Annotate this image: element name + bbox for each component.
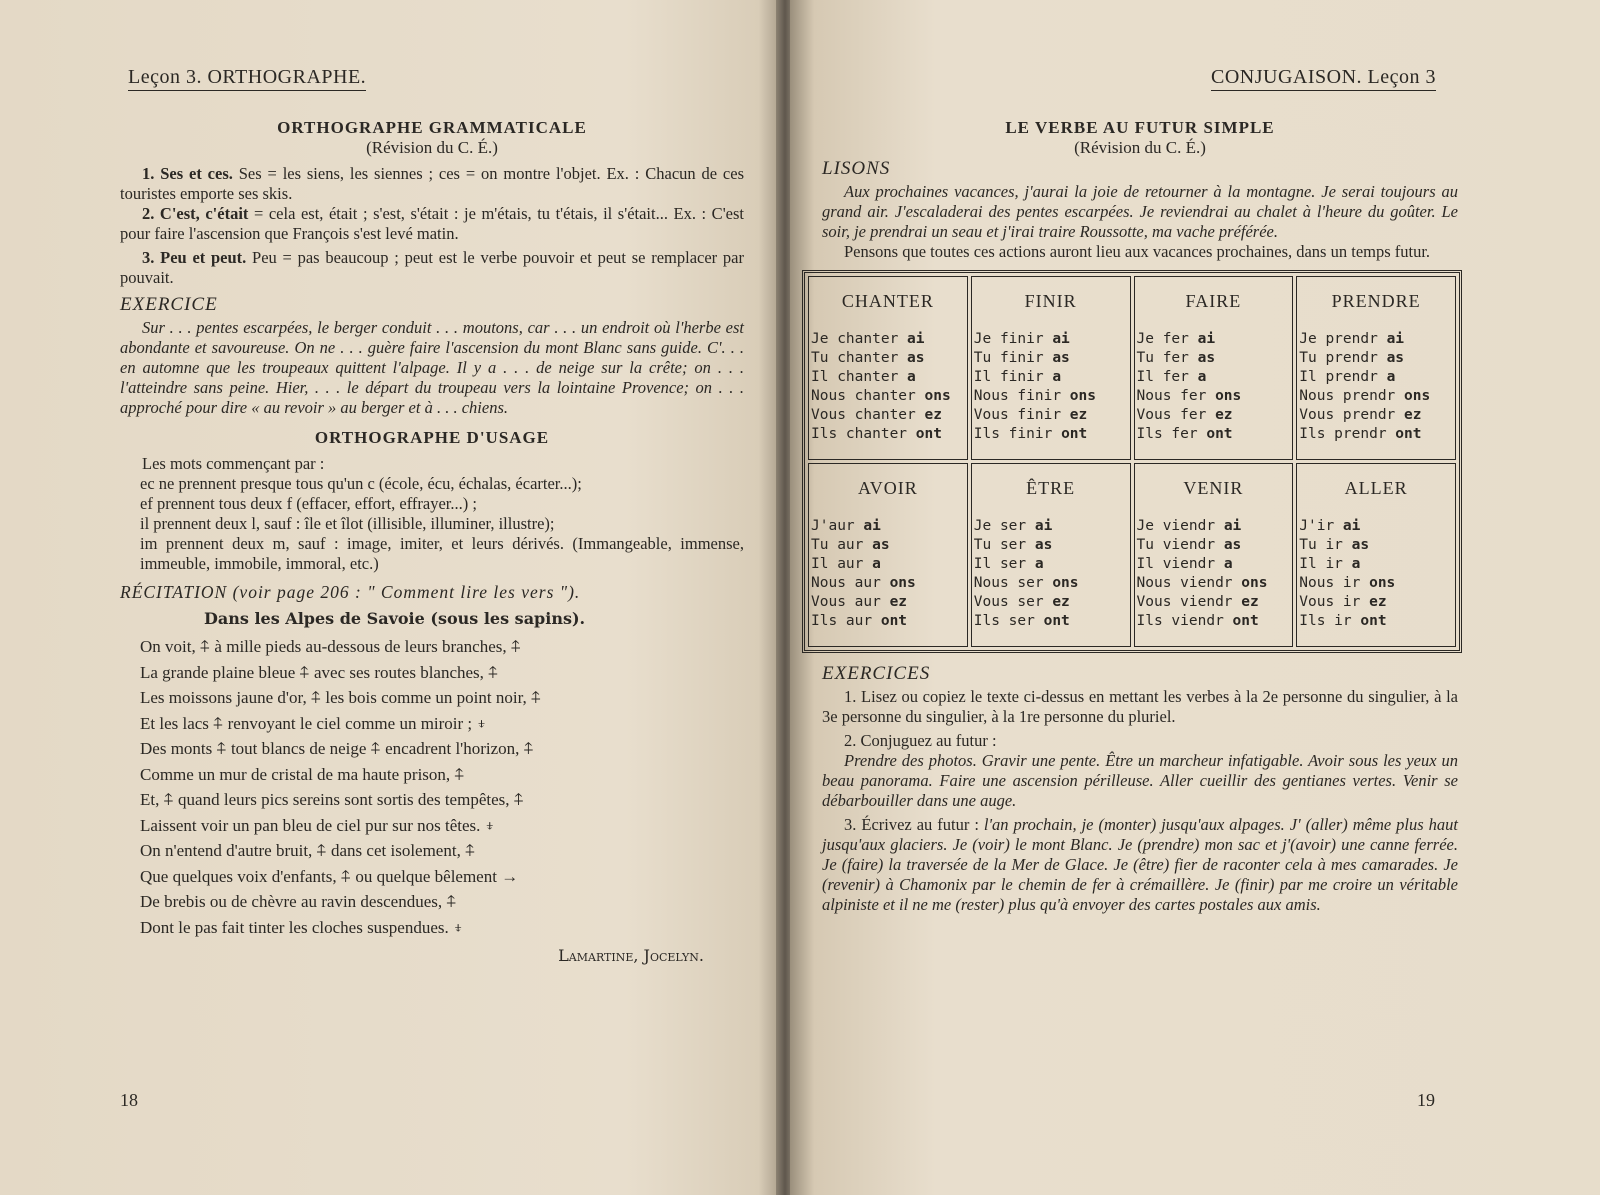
poem-line: On n'entend d'autre bruit, ⍏ dans cet isolement, ⍏ xyxy=(140,841,476,860)
poem-line: Comme un mur de cristal de ma haute prison, ⍏ xyxy=(140,764,465,784)
conjugation-row xyxy=(1135,555,1293,574)
conjugation-ending: ont xyxy=(1360,613,1387,629)
conjugation-stem: Vous finir xyxy=(973,407,1070,423)
conjugation-stem: Il ir xyxy=(1299,556,1352,572)
conjugation-stem: Je viendr xyxy=(1136,518,1224,534)
conjugation-row xyxy=(809,406,967,425)
conjugation-ending: a xyxy=(872,556,881,572)
conjugation-row xyxy=(972,517,1130,536)
poem-line: Des monts ⍏ tout blancs de neige ⍏ encadrent l'horizon, ⍏ xyxy=(140,739,534,758)
conjugation-stem: Nous prendr xyxy=(1299,388,1405,404)
conjugation-row xyxy=(1135,612,1293,631)
conjugation-stem: Il finir xyxy=(973,369,1053,385)
usage-line-ef: ef prennent tous deux f (effacer, effort, effrayer...) ; xyxy=(140,494,477,513)
conjugation-stem: Nous chanter xyxy=(811,388,925,404)
conjugation-ending: as xyxy=(1386,350,1405,366)
poem-line: Et les lacs ⍏ renvoyant le ciel comme un miroir ; ⍖ xyxy=(140,713,487,733)
conjugation-row xyxy=(809,612,967,631)
conjugation-stem: Il ser xyxy=(973,556,1035,572)
conjugation-row xyxy=(1297,593,1455,612)
exercise-2-head: 2. Conjuguez au futur : xyxy=(844,731,997,750)
conjugation-row xyxy=(1135,536,1293,555)
conjugation-row xyxy=(1135,368,1293,387)
conjugation-ending: ons xyxy=(924,388,951,404)
conjugation-row xyxy=(972,349,1130,368)
verb-heading: AVOIR xyxy=(858,478,918,498)
verb-cell-finir xyxy=(971,276,1131,460)
verb-cell-faire xyxy=(1134,276,1294,460)
rule-3-lead: 3. Peu et peut. xyxy=(142,248,247,267)
rule-2 xyxy=(120,204,744,244)
conjugation-ending: a xyxy=(1223,556,1233,572)
conjugation-ending: ez xyxy=(1404,407,1422,423)
poem-line: Dont le pas fait tinter les cloches suspendues. ⍖ xyxy=(140,917,464,937)
conjugation-stem: Vous viendr xyxy=(1136,594,1242,610)
exercise-text: Sur . . . pentes escarpées, le berger conduit . . . moutons, car . . . un endroit où l'herbe est abondante et savoureuse. On ne . . . guère faire l'ascension du mont Blanc sans guide. C'. . . en automne que les troupeaux quittent l'alpage. Il y a . . . de neige sur la crête; on . . . l'atteindre sans peine. Hier, . . . le départ du troupeau vers la lointaine Provence; on . . . approché pour dire « au revoir » au berger et à . . . chiens. xyxy=(120,318,744,417)
conjugation-stem: Il aur xyxy=(811,556,873,572)
lisons-heading: LISONS xyxy=(822,158,891,179)
table-row xyxy=(808,276,1456,460)
conjugation-ending: ons xyxy=(1241,575,1268,591)
conjugation-ending: ont xyxy=(915,426,942,442)
conjugation-row xyxy=(809,593,967,612)
conjugation-row xyxy=(972,612,1130,631)
conjugation-row xyxy=(1135,349,1293,368)
exercise-3-head: 3. Écrivez au futur : xyxy=(844,815,984,834)
conjugation-ending: a xyxy=(1197,369,1207,385)
conjugation-ending: a xyxy=(1034,556,1044,572)
grammar-title: ORTHOGRAPHE GRAMMATICALE xyxy=(277,118,587,137)
conjugation-ending: ez xyxy=(1052,594,1070,610)
poem-line: Que quelques voix d'enfants, ⍏ ou quelque bêlement → xyxy=(140,866,519,886)
usage-intro: Les mots commençant par : xyxy=(142,454,325,473)
conjugation-ending: ai xyxy=(863,518,881,534)
conjugation-row xyxy=(1135,593,1293,612)
conjugation-stem: Nous aur xyxy=(811,575,890,591)
verb-cell-prendre xyxy=(1296,276,1456,460)
poem-author: Lamartine, Jocelyn. xyxy=(558,946,704,965)
conjugation-row xyxy=(1135,425,1293,444)
conjugation-ending: as xyxy=(1034,537,1053,553)
rule-3 xyxy=(120,248,744,288)
conjugation-ending: ez xyxy=(924,407,942,423)
right-content xyxy=(811,118,1459,915)
conjugation-ending: a xyxy=(1386,369,1396,385)
poem-line: On voit, ⍏ à mille pieds au-dessous de leurs branches, ⍏ xyxy=(140,637,522,656)
conjugation-ending: ai xyxy=(1197,331,1216,347)
verb-cell-venir xyxy=(1134,463,1294,647)
conjugation-ending: ont xyxy=(1206,426,1233,442)
verb-heading: ALLER xyxy=(1344,478,1408,498)
right-running-header: CONJUGAISON. Leçon 3 xyxy=(1211,66,1436,91)
poem-title: Dans les Alpes de Savoie (sous les sapins). xyxy=(204,609,586,628)
conjugation-stem: Ils ser xyxy=(973,613,1044,629)
conjugation-row xyxy=(972,574,1130,593)
exercise-2-body: Prendre des photos. Gravir une pente. Être un marcheur infatigable. Avoir sous les yeux un beau panorama. Faire une ascension périlleuse. Aller cueillir des gentianes vertes. Venir se débarbouiller dans une auge. xyxy=(822,751,1458,810)
conjugation-ending: ez xyxy=(1069,407,1088,423)
conjugation-stem: Vous ser xyxy=(973,594,1053,610)
conjugation-stem: Ils ir xyxy=(1299,613,1361,629)
conjugation-row xyxy=(1135,330,1293,349)
verb-cell-aller xyxy=(1296,463,1456,647)
verb-heading: FINIR xyxy=(1024,291,1077,311)
conjugation-stem: Tu aur xyxy=(811,537,873,553)
conjugation-stem: Ils finir xyxy=(973,426,1062,442)
conjugation-row xyxy=(1297,368,1455,387)
exercise-3 xyxy=(822,815,1458,915)
exercise-heading: EXERCICE xyxy=(120,294,218,315)
conjugation-ending: ai xyxy=(1034,518,1053,534)
conjugation-row xyxy=(972,406,1130,425)
conjugation-ending: ont xyxy=(1395,426,1422,442)
conjugation-ending: a xyxy=(1351,556,1361,572)
lisons-text: Aux prochaines vacances, j'aurai la joie de retourner à la montagne. Je serai toujours au grand air. J'escaladerai des pentes escarpées. Je reviendrai au chalet à l'heure du goûter. Le soir, je prendrai un seau et j'irai traire Roussotte, ma vache préférée. xyxy=(822,182,1458,241)
conjugation-row xyxy=(809,574,967,593)
conjugation-row xyxy=(972,425,1130,444)
conjugation-ending: ai xyxy=(1052,331,1070,347)
conjugation-row xyxy=(972,593,1130,612)
conjugation-stem: Il fer xyxy=(1136,369,1198,385)
conjugation-row xyxy=(1297,387,1455,406)
conjugation-stem: J'aur xyxy=(811,518,864,534)
conjugation-row xyxy=(1135,517,1293,536)
conjugation-stem: Tu fer xyxy=(1136,350,1198,366)
lisons-text-2: Pensons que toutes ces actions auront lieu aux vacances prochaines, dans un temps futur. xyxy=(844,242,1431,261)
conjugation-stem: Il viendr xyxy=(1136,556,1224,572)
conjugation-ending: ons xyxy=(1052,575,1079,591)
conjugation-stem: Ils viendr xyxy=(1136,613,1233,629)
verb-cell-chanter xyxy=(808,276,968,460)
conjugation-stem: Nous ser xyxy=(973,575,1053,591)
verb-heading: ÊTRE xyxy=(1026,478,1076,498)
rule-2-body: = cela est, était ; s'est, s'était : je m'étais, tu t'étais, il s'était... Ex. : C'est pour faire l'ascension que François s'est levé matin. xyxy=(120,204,744,243)
conjugation-ending: as xyxy=(872,537,890,553)
conjugation-ending: ai xyxy=(1386,331,1405,347)
conjugation-row xyxy=(809,387,967,406)
conjugation-ending: ez xyxy=(1241,594,1259,610)
usage-line-im: im prennent deux m, sauf : image, imiter, et leurs dérivés. (Immangeable, immense, immeuble, immobile, immoral, etc.) xyxy=(140,534,744,573)
conjugation-stem: Vous prendr xyxy=(1299,407,1405,423)
conjugation-ending: as xyxy=(1223,537,1242,553)
conjugation-stem: Vous chanter xyxy=(811,407,925,423)
rule-1-lead: 1. Ses et ces. xyxy=(142,164,233,183)
left-content xyxy=(120,118,744,965)
left-running-header: Leçon 3. ORTHOGRAPHE. xyxy=(128,66,366,91)
verb-heading: PRENDRE xyxy=(1331,291,1421,311)
conjugation-row xyxy=(1297,536,1455,555)
conjugation-ending: ons xyxy=(1369,575,1396,591)
conjugation-stem: Je fer xyxy=(1136,331,1198,347)
conjugation-row xyxy=(1297,574,1455,593)
conjugation-stem: Tu prendr xyxy=(1299,350,1387,366)
conjugation-stem: Tu viendr xyxy=(1136,537,1224,553)
poem-line: Laissent voir un pan bleu de ciel pur sur nos têtes. ⍖ xyxy=(140,815,495,835)
conjugation-ending: ont xyxy=(880,613,908,629)
conjugation-ending: as xyxy=(1197,350,1216,366)
conjugation-row xyxy=(1135,574,1293,593)
verb-cell-etre xyxy=(971,463,1131,647)
conjugation-ending: ai xyxy=(1342,518,1361,534)
conjugation-row xyxy=(1135,387,1293,406)
conjugation-row xyxy=(1297,425,1455,444)
conjugation-ending: ez xyxy=(1215,407,1233,423)
conjugation-row xyxy=(1297,406,1455,425)
usage-line-ec: ec ne prennent presque tous qu'un c (école, écu, échalas, écarter...); xyxy=(140,474,582,493)
conjugation-stem: Vous ir xyxy=(1299,594,1370,610)
conjugation-ending: as xyxy=(1351,537,1370,553)
right-page xyxy=(790,0,1600,1195)
conjugation-row xyxy=(809,555,967,574)
exercise-1: 1. Lisez ou copiez le texte ci-dessus en mettant les verbes à la 2e personne du singulier, à la 3e personne du singulier, à la 1re personne du pluriel. xyxy=(822,687,1458,726)
conjugation-row xyxy=(809,349,967,368)
conjugation-stem: Tu ser xyxy=(973,537,1035,553)
future-title: LE VERBE AU FUTUR SIMPLE xyxy=(1005,118,1275,137)
conjugation-ending: ons xyxy=(1404,388,1431,404)
left-page-number: 18 xyxy=(120,1090,138,1110)
conjugation-row xyxy=(972,387,1130,406)
usage-line-il: il prennent deux l, sauf : île et îlot (illisible, illuminer, illustre); xyxy=(140,514,555,533)
poem-line: Et, ⍏ quand leurs pics sereins sont sortis des tempêtes, ⍏ xyxy=(140,790,524,809)
rule-2-lead: 2. C'est, c'était xyxy=(142,204,249,223)
conjugation-row xyxy=(1135,406,1293,425)
usage-title: ORTHOGRAPHE D'USAGE xyxy=(314,428,550,447)
verb-heading: CHANTER xyxy=(841,291,934,311)
conjugation-row xyxy=(809,330,967,349)
conjugation-row xyxy=(809,425,967,444)
conjugation-stem: Tu chanter xyxy=(811,350,908,366)
verb-heading: FAIRE xyxy=(1185,291,1242,311)
verb-heading: VENIR xyxy=(1183,478,1244,498)
rule-1 xyxy=(120,164,744,204)
conjugation-ending: ai xyxy=(1223,518,1242,534)
conjugation-row xyxy=(1297,517,1455,536)
conjugation-row xyxy=(972,536,1130,555)
conjugation-row xyxy=(1297,555,1455,574)
exercises-heading: EXERCICES xyxy=(822,663,931,684)
conjugation-stem: Nous finir xyxy=(973,388,1070,404)
exercise-3-body: l'an prochain, je (monter) jusqu'aux alpages. J' (aller) même plus haut jusqu'aux glaciers. Je (voir) le mont Blanc. Je (prendre) mon sac et j'(avoir) une canne ferrée. Je (faire) la traversée de la Mer de Glace. Je (être) fier de raconter cela à mes camarades. Je (revenir) à Chamonix par le chemin de fer à crémaillère. Je (finir) par me croire un véritable alpiniste et il ne me (rester) plus qu'à envoyer des cartes postales aux amis. xyxy=(822,815,1459,914)
conjugation-stem: Ils chanter xyxy=(811,426,916,442)
conjugation-stem: Ils aur xyxy=(811,613,881,629)
conjugation-ending: ont xyxy=(1061,426,1088,442)
conjugation-stem: Je finir xyxy=(973,331,1053,347)
rule-1-body: Ses = les siens, les siennes ; ces = on montre l'objet. Ex. : Chacun de ces touristes emporte ses skis. xyxy=(120,164,744,203)
conjugation-row xyxy=(972,368,1130,387)
table-row xyxy=(808,463,1456,647)
conjugation-stem: Il chanter xyxy=(811,369,908,385)
conjugation-ending: as xyxy=(907,350,925,366)
conjugation-stem: Tu finir xyxy=(973,350,1053,366)
right-page-number: 19 xyxy=(1417,1090,1435,1110)
conjugation-stem: Ils prendr xyxy=(1299,426,1396,442)
conjugation-stem: Nous ir xyxy=(1299,575,1370,591)
conjugation-stem: Je prendr xyxy=(1299,331,1387,347)
conjugation-row xyxy=(809,368,967,387)
conjugation-row xyxy=(1297,330,1455,349)
conjugation-stem: J'ir xyxy=(1299,518,1343,534)
conjugation-ending: ons xyxy=(1215,388,1242,404)
poem-line: Les moissons jaune d'or, ⍏ les bois comme un point noir, ⍏ xyxy=(140,688,542,707)
conjugation-ending: ai xyxy=(907,331,925,347)
conjugation-stem: Nous viendr xyxy=(1136,575,1242,591)
left-page xyxy=(0,0,782,1195)
conjugation-row xyxy=(972,555,1130,574)
conjugation-stem: Vous aur xyxy=(811,594,890,610)
conjugation-row xyxy=(972,330,1130,349)
conjugation-stem: Je ser xyxy=(973,518,1035,534)
conjugation-row xyxy=(1297,349,1455,368)
conjugation-stem: Tu ir xyxy=(1299,537,1352,553)
conjugation-ending: ont xyxy=(1043,613,1070,629)
conjugation-row xyxy=(1297,612,1455,631)
conjugation-ending: a xyxy=(907,369,916,385)
conjugation-stem: Nous fer xyxy=(1136,388,1216,404)
conjugation-row xyxy=(809,517,967,536)
conjugation-ending: ons xyxy=(1069,388,1096,404)
poem-line: La grande plaine bleue ⍏ avec ses routes blanches, ⍏ xyxy=(140,662,499,682)
conjugation-ending: as xyxy=(1052,350,1070,366)
grammar-subtitle: (Révision du C. É.) xyxy=(366,138,498,157)
future-subtitle: (Révision du C. É.) xyxy=(1074,138,1206,157)
conjugation-table xyxy=(802,270,1462,653)
verb-cell-avoir xyxy=(808,463,968,647)
conjugation-stem: Je chanter xyxy=(811,331,908,347)
conjugation-ending: ont xyxy=(1232,613,1259,629)
conjugation-stem: Ils fer xyxy=(1136,426,1207,442)
rule-3-body: Peu = pas beaucoup ; peut est le verbe pouvoir et peut se remplacer par pouvait. xyxy=(120,248,744,287)
poem-line: De brebis ou de chèvre au ravin descendues, ⍏ xyxy=(140,892,457,911)
conjugation-stem: Il prendr xyxy=(1299,369,1387,385)
conjugation-ending: ez xyxy=(889,594,908,610)
conjugation-ending: a xyxy=(1052,369,1062,385)
conjugation-ending: ez xyxy=(1369,594,1387,610)
recitation-heading: RÉCITATION (voir page 206 : " Comment lire les vers "). xyxy=(120,582,581,602)
conjugation-ending: ons xyxy=(889,575,916,591)
conjugation-row xyxy=(809,536,967,555)
conjugation-stem: Vous fer xyxy=(1136,407,1216,423)
